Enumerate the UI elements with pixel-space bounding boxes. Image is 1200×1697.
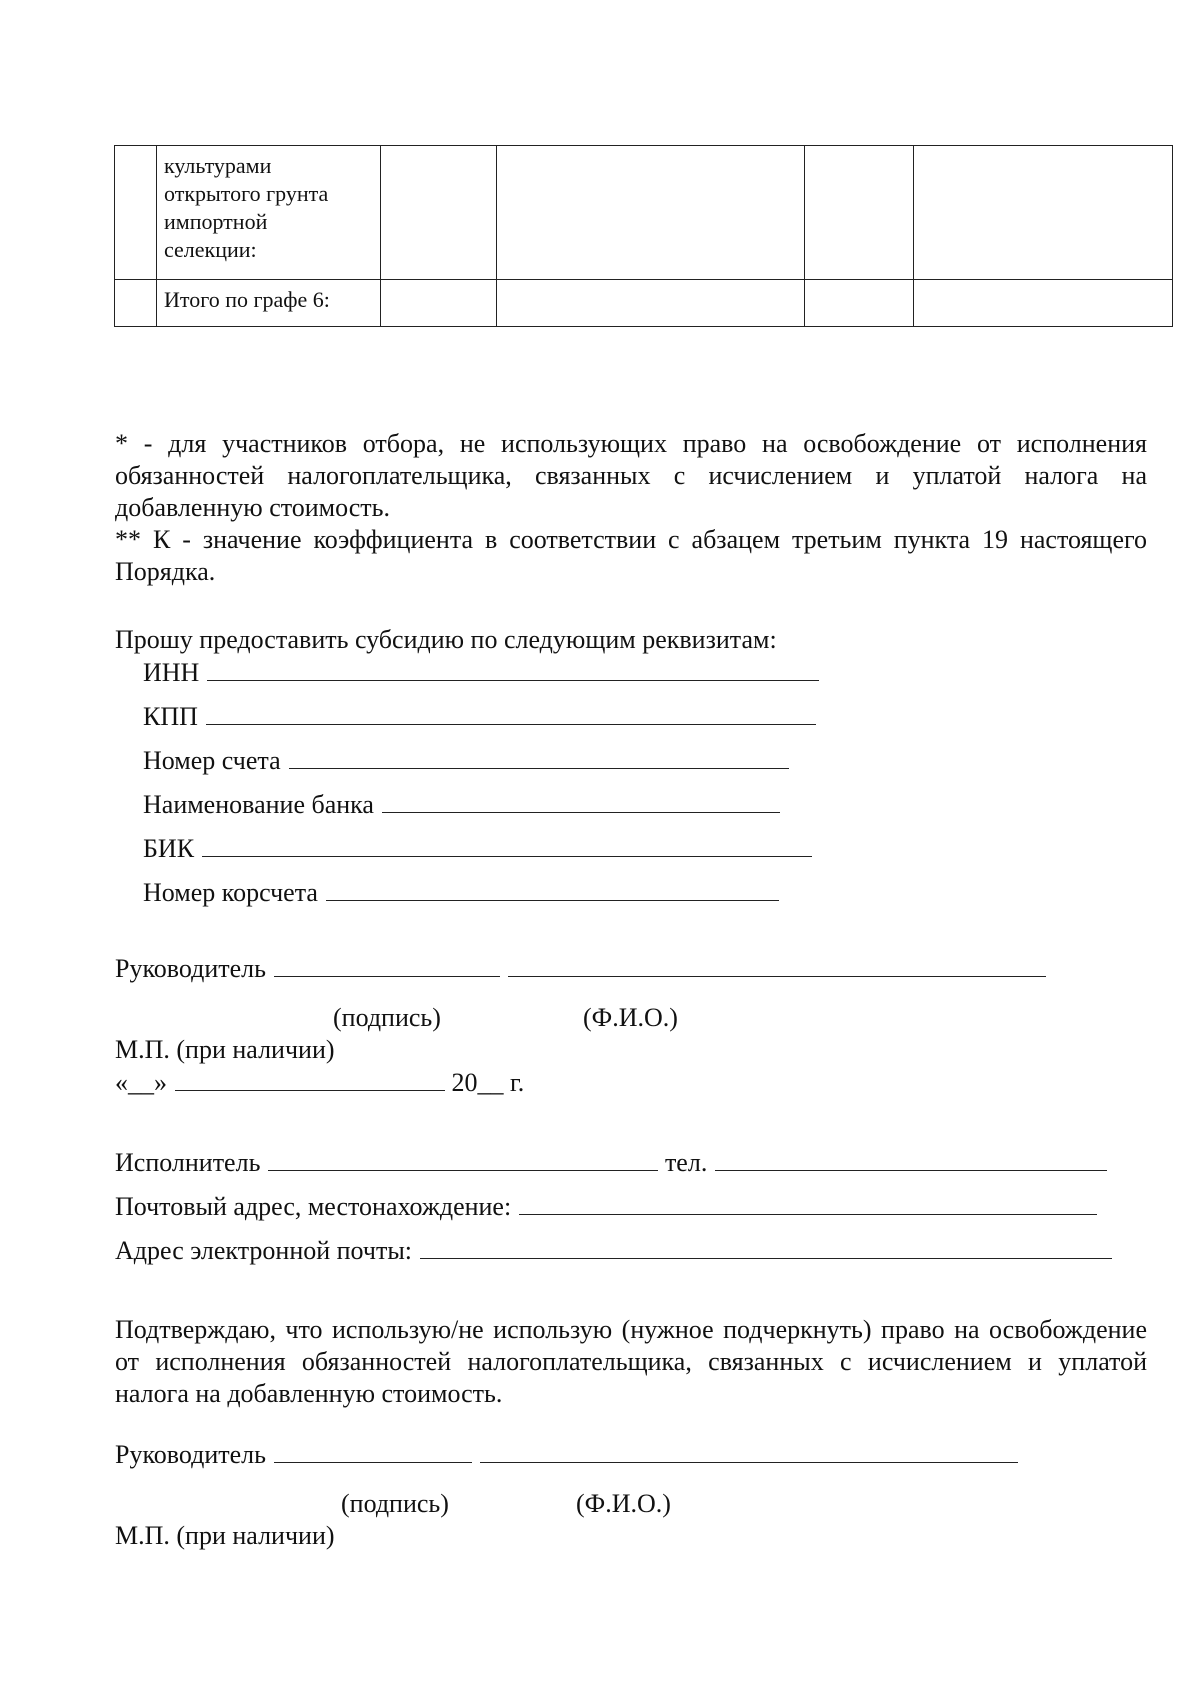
email-label: Адрес электронной почты:	[115, 1236, 413, 1265]
stamp-note: М.П. (при наличии)	[115, 1521, 335, 1550]
corr-account-label: Номер корсчета	[143, 878, 318, 907]
phone-label: тел.	[664, 1148, 708, 1177]
stamp-note: М.П. (при наличии)	[115, 1035, 335, 1064]
table-cell	[805, 280, 914, 327]
name-caption: (Ф.И.О.)	[583, 1003, 678, 1032]
data-table	[114, 145, 1173, 327]
table-cell	[115, 280, 157, 327]
table-row	[115, 280, 1173, 327]
head-signature-1	[115, 952, 1046, 985]
head-label: Руководитель	[115, 1440, 266, 1469]
bank-field[interactable]	[143, 788, 780, 821]
table-cell	[497, 280, 805, 327]
table-cell	[914, 280, 1173, 327]
date-year[interactable]: 20__ г.	[451, 1068, 525, 1097]
inn-label: ИНН	[143, 658, 200, 687]
footnote-1: * - для участников отбора, не использующих право на освобождение от исполнения обязанностей налогоплательщика, связанных с исчислением и уплатой налога на добавленную стоимость.	[115, 429, 1147, 522]
name-blank[interactable]	[508, 952, 1046, 977]
bank-blank[interactable]	[382, 788, 780, 813]
date-month-blank[interactable]	[175, 1066, 445, 1091]
sign-caption: (подпись)	[333, 1003, 441, 1032]
date-line	[115, 1066, 524, 1099]
email-row	[115, 1234, 1112, 1267]
signature-blank[interactable]	[274, 952, 500, 977]
head-label: Руководитель	[115, 954, 266, 983]
corr-account-blank[interactable]	[326, 876, 779, 901]
table-cell	[381, 280, 497, 327]
bik-label: БИК	[143, 834, 195, 863]
table-cell	[381, 146, 497, 280]
address-label: Почтовый адрес, местонахождение:	[115, 1192, 512, 1221]
address-blank[interactable]	[519, 1190, 1097, 1215]
email-blank[interactable]	[420, 1234, 1112, 1259]
signature-blank[interactable]	[274, 1438, 472, 1463]
executor-row	[115, 1146, 1107, 1179]
sign-caption: (подпись)	[341, 1489, 449, 1518]
table-cell: Итого по графе 6:	[157, 280, 381, 327]
kpp-field[interactable]	[143, 700, 816, 733]
executor-label: Исполнитель	[115, 1148, 261, 1177]
bank-label: Наименование банка	[143, 790, 374, 819]
address-row	[115, 1190, 1097, 1223]
account-blank[interactable]	[289, 744, 789, 769]
corr-account-field[interactable]	[143, 876, 779, 909]
executor-blank[interactable]	[268, 1146, 658, 1171]
date-day[interactable]: «__»	[115, 1068, 167, 1097]
phone-blank[interactable]	[715, 1146, 1107, 1171]
head-signature-2	[115, 1438, 1018, 1471]
inn-blank[interactable]	[207, 656, 819, 681]
account-label: Номер счета	[143, 746, 281, 775]
requisites-intro: Прошу предоставить субсидию по следующим реквизитам:	[115, 625, 777, 654]
table-cell	[115, 146, 157, 280]
footnotes	[115, 428, 1147, 588]
table-cell: культурами открытого грунта импортной селекции:	[157, 146, 381, 280]
table-cell	[805, 146, 914, 280]
bik-field[interactable]	[143, 832, 812, 865]
bik-blank[interactable]	[202, 832, 812, 857]
account-field[interactable]	[143, 744, 789, 777]
table-cell	[497, 146, 805, 280]
name-blank[interactable]	[480, 1438, 1018, 1463]
kpp-label: КПП	[143, 702, 198, 731]
vat-confirmation-text: Подтверждаю, что использую/не использую (нужное подчеркнуть) право на освобождение от исполнения обязанностей налогоплательщика, связанных с исчислением и уплатой налога на добавленную стоимость.	[115, 1315, 1147, 1408]
kpp-blank[interactable]	[206, 700, 816, 725]
table-cell	[914, 146, 1173, 280]
name-caption: (Ф.И.О.)	[576, 1489, 671, 1518]
table-row	[115, 146, 1173, 280]
vat-confirmation	[115, 1314, 1147, 1410]
footnote-2: ** К - значение коэффициента в соответствии с абзацем третьим пункта 19 настоящего Порядка.	[115, 525, 1147, 586]
inn-field[interactable]	[143, 656, 819, 689]
